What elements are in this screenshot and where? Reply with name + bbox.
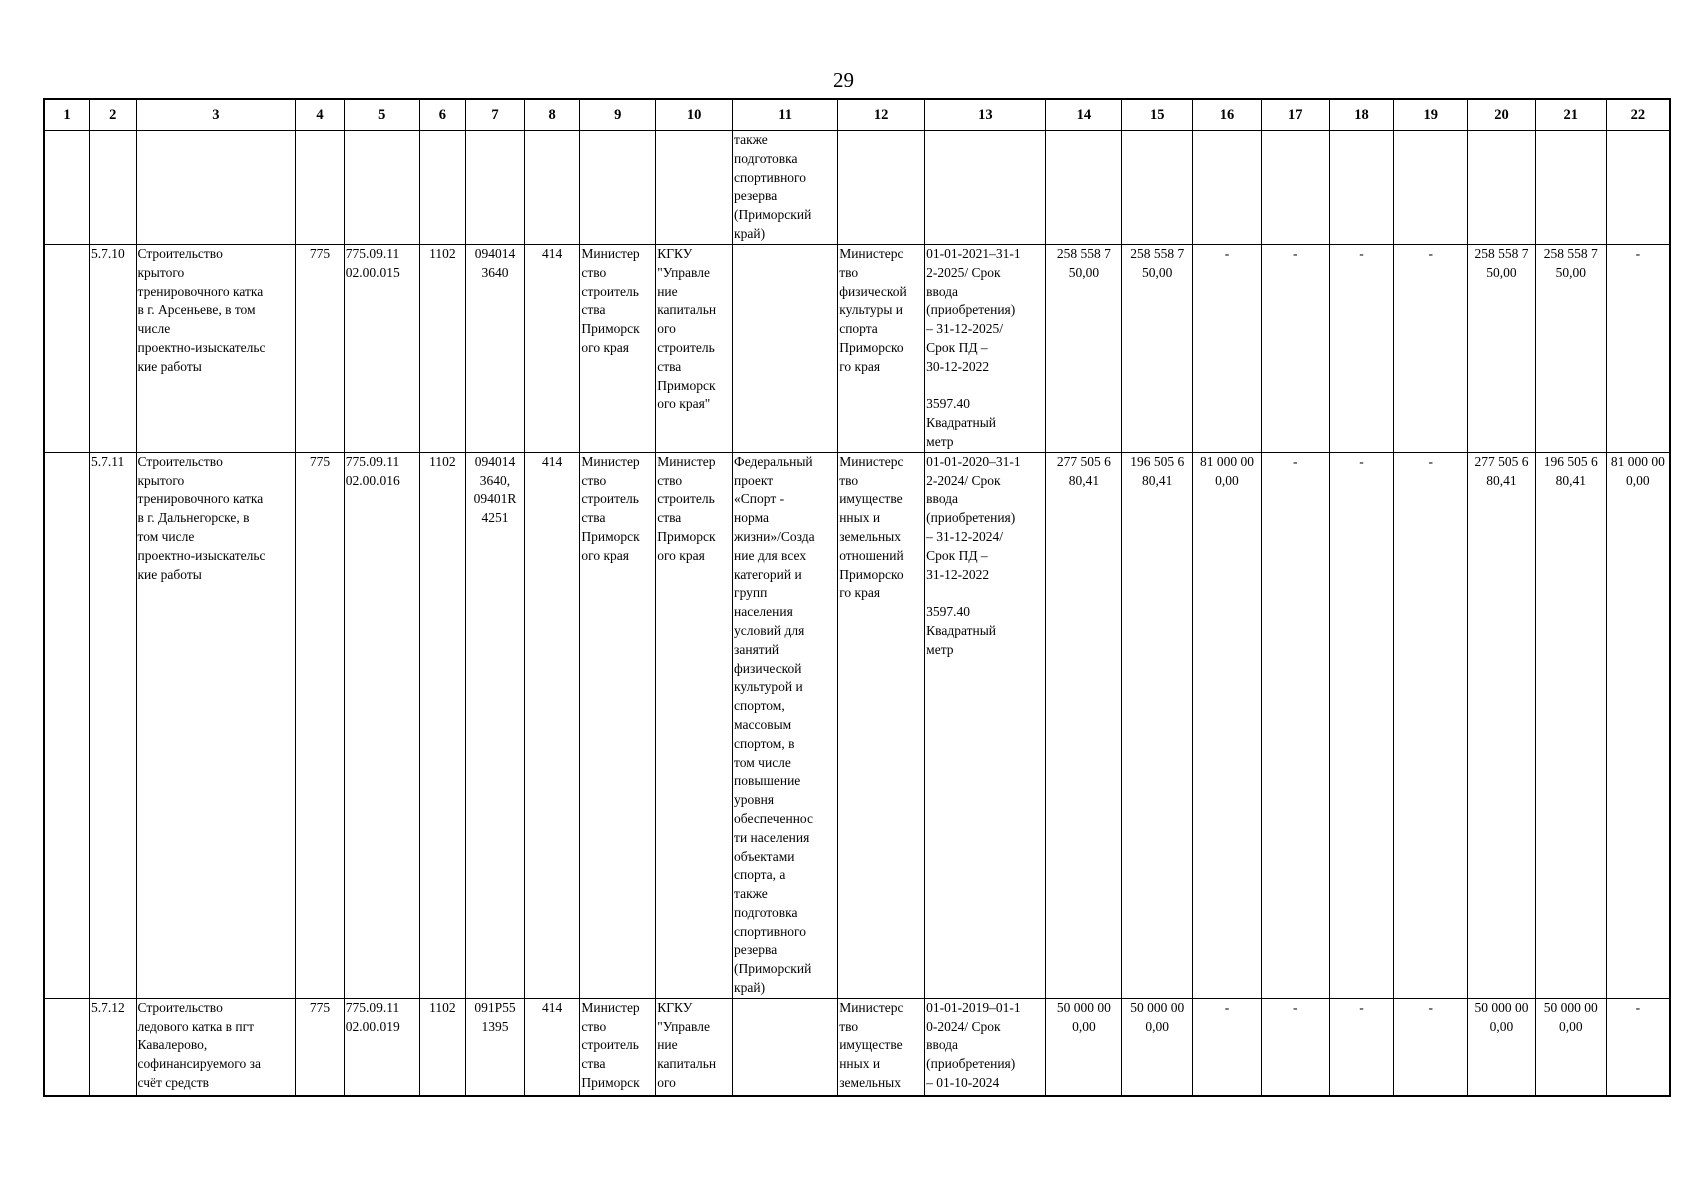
table-cell	[1329, 131, 1394, 245]
table-cell: 775	[296, 452, 345, 998]
table-cell	[1261, 131, 1329, 245]
table-cell: 775.09.11 02.00.016	[344, 452, 419, 998]
table-cell: 196 505 6 80,41	[1535, 452, 1606, 998]
table-cell: -	[1261, 245, 1329, 453]
table-cell: 091P55 1395	[466, 998, 525, 1096]
column-header: 8	[524, 99, 580, 131]
table-cell: 258 558 7 50,00	[1535, 245, 1606, 453]
column-header: 22	[1606, 99, 1670, 131]
table-cell	[1394, 131, 1468, 245]
column-header: 3	[136, 99, 296, 131]
table-cell	[44, 131, 90, 245]
table-cell: 81 000 00 0,00	[1606, 452, 1670, 998]
table-cell: 5.7.10	[90, 245, 137, 453]
column-header: 21	[1535, 99, 1606, 131]
table-cell	[90, 131, 137, 245]
table-cell: 5.7.12	[90, 998, 137, 1096]
table-cell: -	[1606, 998, 1670, 1096]
table-cell	[296, 131, 345, 245]
column-header: 4	[296, 99, 345, 131]
column-header: 10	[656, 99, 733, 131]
table-cell	[1535, 131, 1606, 245]
table-cell	[44, 452, 90, 998]
table-cell: 258 558 7 50,00	[1468, 245, 1536, 453]
table-cell: Федеральный проект «Спорт - норма жизни»/Созда ние для всех категорий и групп населения условий для занятий физической культурой и спортом, массовым спортом, в том числе повышение уровня обеспеченнос ти населения объектами спорта, а также подготовка спортивного резерва (Приморский край)	[733, 452, 838, 998]
table-cell: 277 505 6 80,41	[1046, 452, 1122, 998]
table-cell: КГКУ "Управле ние капитальн ого	[656, 998, 733, 1096]
table-cell: 094014 3640, 09401R 4251	[466, 452, 525, 998]
column-header: 16	[1193, 99, 1262, 131]
table-cell: 258 558 7 50,00	[1122, 245, 1193, 453]
table-cell: 775.09.11 02.00.015	[344, 245, 419, 453]
table-cell: -	[1606, 245, 1670, 453]
table-cell	[733, 998, 838, 1096]
column-header: 7	[466, 99, 525, 131]
table-cell: 414	[524, 245, 580, 453]
column-header: 18	[1329, 99, 1394, 131]
table-cell: 258 558 7 50,00	[1046, 245, 1122, 453]
table-cell: 775	[296, 998, 345, 1096]
table-cell: -	[1193, 245, 1262, 453]
column-header: 6	[419, 99, 466, 131]
column-header: 9	[580, 99, 656, 131]
table-cell: Министер ство строитель ства Приморск	[580, 998, 656, 1096]
table-row	[44, 452, 1670, 998]
table-cell: 414	[524, 452, 580, 998]
table-cell	[1122, 131, 1193, 245]
table-cell: 094014 3640	[466, 245, 525, 453]
column-header: 20	[1468, 99, 1536, 131]
table-cell	[656, 131, 733, 245]
table-cell: 1102	[419, 998, 466, 1096]
table-cell: 775	[296, 245, 345, 453]
table-cell: 5.7.11	[90, 452, 137, 998]
column-header: 2	[90, 99, 137, 131]
table-cell: 50 000 00 0,00	[1535, 998, 1606, 1096]
table-row	[44, 131, 1670, 245]
page-number: 29	[833, 68, 854, 92]
table-cell: 01-01-2021–31-1 2-2025/ Срок ввода (приобретения) – 31-12-2025/ Срок ПД – 30-12-2022 3597.40 Квадратный метр	[925, 245, 1046, 453]
table-cell: Строительство крытого тренировочного катка в г. Дальнегорске, в том числе проектно-изыскательс кие работы	[136, 452, 296, 998]
table-cell: 50 000 00 0,00	[1046, 998, 1122, 1096]
table-cell	[838, 131, 925, 245]
table-cell: 775.09.11 02.00.019	[344, 998, 419, 1096]
table-cell: Министерс тво имуществе нных и земельных	[838, 998, 925, 1096]
column-header: 11	[733, 99, 838, 131]
table-cell	[1468, 131, 1536, 245]
table-cell	[733, 245, 838, 453]
table-cell: 50 000 00 0,00	[1122, 998, 1193, 1096]
column-header: 13	[925, 99, 1046, 131]
table-cell: 277 505 6 80,41	[1468, 452, 1536, 998]
table-cell: -	[1261, 452, 1329, 998]
column-header: 14	[1046, 99, 1122, 131]
column-header: 1	[44, 99, 90, 131]
table-cell	[925, 131, 1046, 245]
table-cell: КГКУ "Управле ние капитальн ого строитель ства Приморск ого края"	[656, 245, 733, 453]
column-header: 17	[1261, 99, 1329, 131]
table-cell: Строительство ледового катка в пгт Кавалерово, софинансируемого за счёт средств	[136, 998, 296, 1096]
table-cell: 01-01-2020–31-1 2-2024/ Срок ввода (приобретения) – 31-12-2024/ Срок ПД – 31-12-2022 3597.40 Квадратный метр	[925, 452, 1046, 998]
table-cell: -	[1261, 998, 1329, 1096]
table-cell	[1193, 131, 1262, 245]
table-cell: Строительство крытого тренировочного катка в г. Арсеньеве, в том числе проектно-изыскательс кие работы	[136, 245, 296, 453]
table-cell: -	[1193, 998, 1262, 1096]
table-cell: также подготовка спортивного резерва (Приморский край)	[733, 131, 838, 245]
table-cell: 414	[524, 998, 580, 1096]
table-row	[44, 245, 1670, 453]
table-cell: -	[1329, 245, 1394, 453]
table-cell: Министер ство строитель ства Приморск ого края	[580, 245, 656, 453]
table-cell: -	[1394, 998, 1468, 1096]
table-cell	[524, 131, 580, 245]
table-cell: 1102	[419, 452, 466, 998]
table-cell: 1102	[419, 245, 466, 453]
table-cell: Министерс тво физической культуры и спорта Приморско го края	[838, 245, 925, 453]
table-cell	[44, 998, 90, 1096]
column-header: 12	[838, 99, 925, 131]
table-cell: -	[1329, 998, 1394, 1096]
table-cell: Министер ство строитель ства Приморск ого края	[656, 452, 733, 998]
column-header: 15	[1122, 99, 1193, 131]
table-cell	[44, 245, 90, 453]
table-cell: 81 000 00 0,00	[1193, 452, 1262, 998]
table-cell	[466, 131, 525, 245]
table-cell: 196 505 6 80,41	[1122, 452, 1193, 998]
table-cell: 50 000 00 0,00	[1468, 998, 1536, 1096]
table-cell	[580, 131, 656, 245]
table-cell: 01-01-2019–01-1 0-2024/ Срок ввода (приобретения) – 01-10-2024	[925, 998, 1046, 1096]
column-header: 5	[344, 99, 419, 131]
header-row	[44, 99, 1670, 131]
table-cell	[1046, 131, 1122, 245]
table-row	[44, 998, 1670, 1096]
table-cell	[1606, 131, 1670, 245]
register-table	[43, 98, 1671, 1097]
table-cell	[419, 131, 466, 245]
table-cell: -	[1394, 245, 1468, 453]
table-cell	[344, 131, 419, 245]
table-cell: -	[1394, 452, 1468, 998]
table-cell	[136, 131, 296, 245]
table-cell: Министер ство строитель ства Приморск ого края	[580, 452, 656, 998]
column-header: 19	[1394, 99, 1468, 131]
table-cell: Министерс тво имуществе нных и земельных отношений Приморско го края	[838, 452, 925, 998]
table-cell: -	[1329, 452, 1394, 998]
